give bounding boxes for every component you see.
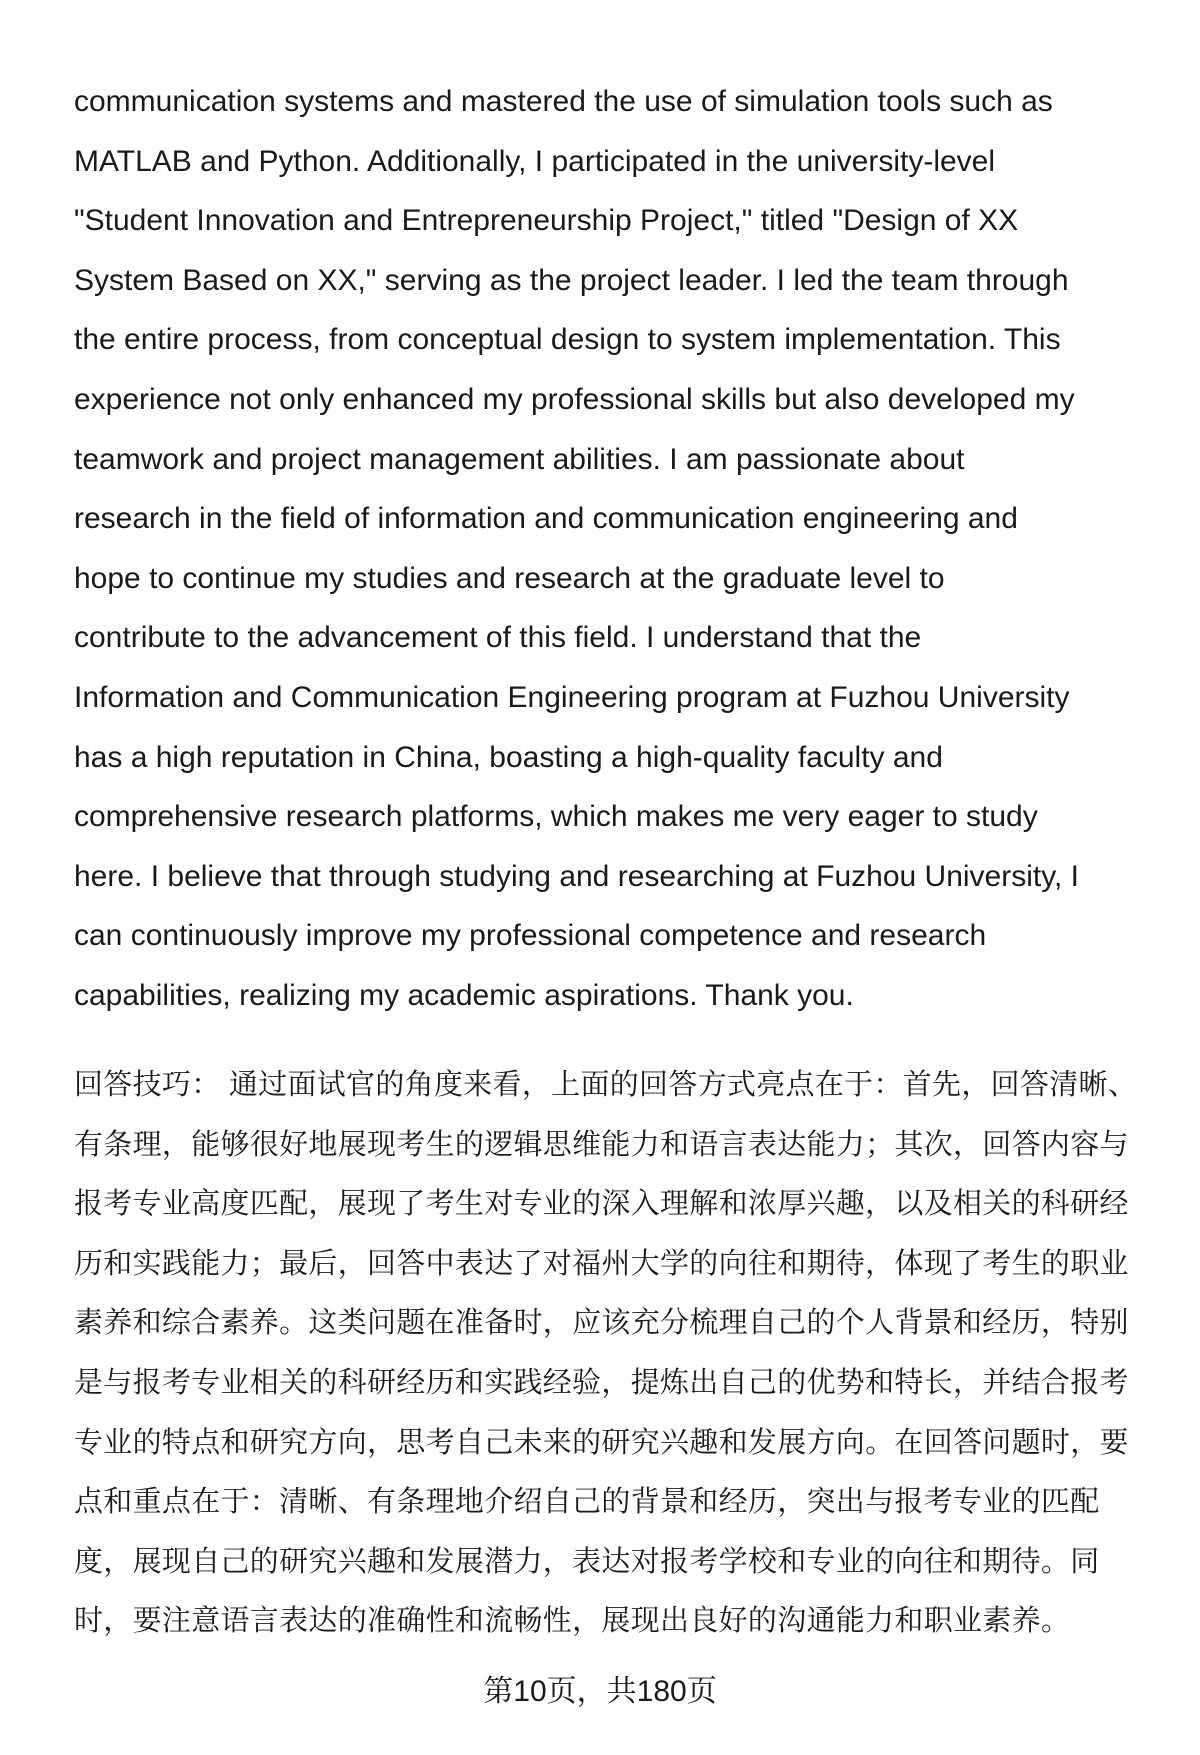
text-line: "Student Innovation and Entrepreneurship Project," titled "Design of XX [74,204,1019,238]
text-line: capabilities, realizing my academic aspirations. Thank you. [74,978,854,1012]
text-line: 度，展现自己的研究兴趣和发展潜力，表达对报考学校和专业的向往和期待。同 [74,1545,1100,1578]
text-line: communication systems and mastered the use of simulation tools such as [74,85,1053,118]
text-line: 专业的特点和研究方向，思考自己未来的研究兴趣和发展方向。在回答问题时，要 [74,1426,1129,1459]
text-line: 回答技巧： 通过面试官的角度来看，上面的回答方式亮点在于：首先，回答清晰、 [74,1069,1138,1101]
text-line: 点和重点在于：清晰、有条理地介绍自己的背景和经历，突出与报考专业的匹配 [74,1486,1100,1519]
text-line: MATLAB and Python. Additionally, I participated in the university-level [74,144,996,178]
answer-tips-paragraph [74,1056,1164,1652]
text-line: 报考专业高度匹配，展现了考生对专业的深入理解和浓厚兴趣，以及相关的科研经 [74,1188,1129,1221]
page-number: 第10页，共180页 [483,1675,717,1708]
text-line: hope to continue my studies and research at the graduate level to [74,561,945,595]
text-line: 历和实践能力；最后，回答中表达了对福州大学的向往和期待，体现了考生的职业 [74,1247,1129,1280]
text-line: can continuously improve my professional competence and research [74,919,987,953]
text-line: 时，要注意语言表达的准确性和流畅性，展现出良好的沟通能力和职业素养。 [74,1605,1071,1638]
text-line: System Based on XX," serving as the project leader. I led the team through [74,263,1069,297]
text-line: research in the field of information and communication engineering and [74,502,1018,536]
english-paragraph [74,72,1164,1026]
text-line: teamwork and project management abilities. I am passionate about [74,442,965,476]
text-line: comprehensive research platforms, which makes me very eager to study [74,800,1038,834]
text-line: Information and Communication Engineering program at Fuzhou University [74,680,1070,714]
text-line: has a high reputation in China, boasting a high-quality faculty and [74,740,943,774]
text-line: contribute to the advancement of this field. I understand that the [74,621,922,655]
text-line: experience not only enhanced my professional skills but also developed my [74,382,1075,416]
text-line: 有条理，能够很好地展现考生的逻辑思维能力和语言表达能力；其次，回答内容与 [74,1128,1129,1161]
text-line: 素养和综合素养。这类问题在准备时，应该充分梳理自己的个人背景和经历，特别 [74,1307,1129,1340]
text-line: the entire process, from conceptual design to system implementation. This [74,323,1061,357]
text-line: 是与报考专业相关的科研经历和实践经验，提炼出自己的优势和特长，并结合报考 [74,1366,1129,1399]
text-line: here. I believe that through studying and researching at Fuzhou University, I [74,859,1080,893]
